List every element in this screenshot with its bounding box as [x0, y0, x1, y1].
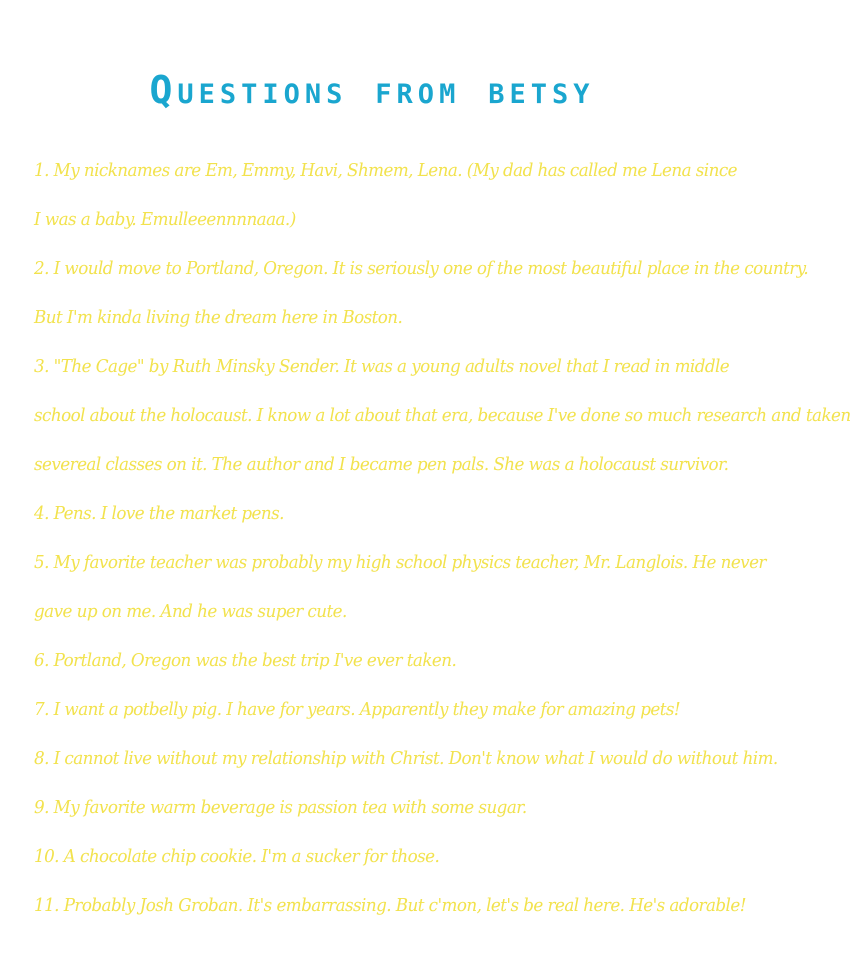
answer-line: 3. "The Cage" by Ruth Minsky Sender. It was a young adults novel that I read in middle [34, 356, 730, 377]
page-title: Questions from betsy [149, 68, 595, 112]
answer-line: 9. My favorite warm beverage is passion tea with some sugar. [34, 797, 527, 818]
answer-line: 11. Probably Josh Groban. It's embarrassing. But c'mon, let's be real here. He's adorable! [34, 895, 746, 916]
answer-line: 8. I cannot live without my relationship with Christ. Don't know what I would do without him. [34, 748, 778, 769]
answer-line: 1. My nicknames are Em, Emmy, Havi, Shmem, Lena. (My dad has called me Lena since [34, 160, 738, 181]
answer-line: severeal classes on it. The author and I became pen pals. She was a holocaust survivor. [34, 454, 729, 475]
answer-line: gave up on me. And he was super cute. [34, 601, 347, 622]
answer-line: I was a baby. Emulleeennnnaaa.) [34, 209, 296, 230]
answer-line: school about the holocaust. I know a lot about that era, because I've done so much research and taken [34, 405, 851, 426]
answer-line: 6. Portland, Oregon was the best trip I've ever taken. [34, 650, 457, 671]
answer-line: 2. I would move to Portland, Oregon. It is seriously one of the most beautiful place in the country. [34, 258, 809, 279]
answer-line: 4. Pens. I love the market pens. [34, 503, 284, 524]
answers-list [34, 146, 851, 930]
answer-line: 7. I want a potbelly pig. I have for years. Apparently they make for amazing pets! [34, 699, 681, 720]
answer-line: 5. My favorite teacher was probably my high school physics teacher, Mr. Langlois. He never [34, 552, 766, 573]
answer-line: 10. A chocolate chip cookie. I'm a sucker for those. [34, 846, 440, 867]
answer-line: But I'm kinda living the dream here in Boston. [34, 307, 403, 328]
